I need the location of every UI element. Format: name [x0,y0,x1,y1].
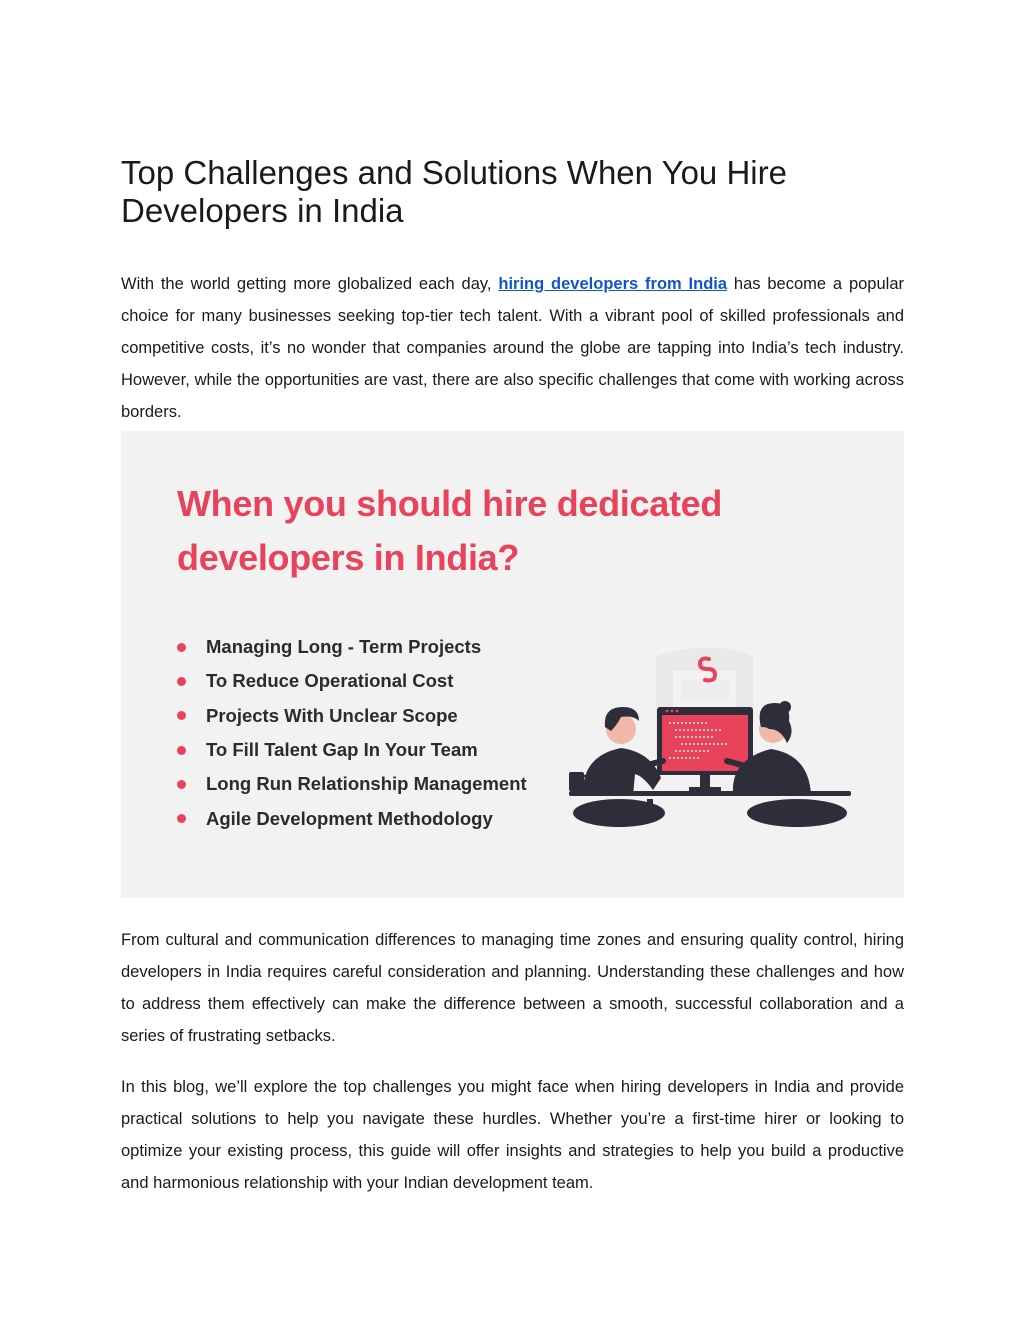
developers-at-computer-illustration [561,631,861,841]
list-item-label: Projects With Unclear Scope [206,704,458,726]
body-paragraph: In this blog, we’ll explore the top challenges you might face when hiring developers in India and provide practical solutions to help you navigate these hurdles. Whether you’re a first-time hirer or looking to optimize your existing process, this guide will offer insights and strategies to help you build a productive and harmonious relationship with your Indian development team. [121,1078,904,1192]
list-item [177,767,527,801]
bullet-dot-icon [177,746,186,755]
list-item [177,699,527,733]
bullet-dot-icon [177,814,186,823]
list-item-label: Managing Long - Term Projects [206,636,482,658]
body-paragraph: From cultural and communication differences to managing time zones and ensuring quality control, hiring developers in India requires careful consideration and planning. Understanding these challenges and how to address them effectively can make the difference between a smooth, successful collaboration and a series of frustrating setbacks. [121,931,904,1045]
banner-bullet-list [177,630,527,836]
banner-heading: When you should hire dedicated developers in India? [177,483,723,578]
list-item-label: To Reduce Operational Cost [206,670,454,692]
intro-text-before-link: With the world getting more globalized each day, [121,275,499,293]
list-item-label: Long Run Relationship Management [206,773,527,795]
developer-man-icon [573,707,665,827]
bullet-dot-icon [177,677,186,686]
list-item [177,664,527,698]
list-item-label: Agile Development Methodology [206,807,493,829]
page-title: Top Challenges and Solutions When You Hire Developers in India [121,154,787,229]
list-item [177,630,527,664]
list-item [177,733,527,767]
list-item-label: To Fill Talent Gap In Your Team [206,739,478,761]
intro-paragraph [121,268,904,428]
intro-text-after-link: has become a popular choice for many businesses seeking top-tier tech talent. With a vibrant pool of skilled professionals and competitive costs, it’s no wonder that companies around the globe are tapping into India’s tech industry. However, while the opportunities are vast, there are also specific challenges that come with working across borders. [121,275,904,421]
list-item [177,801,527,835]
bullet-dot-icon [177,711,186,720]
bullet-dot-icon [177,643,186,652]
banner-image [121,431,904,898]
hiring-developers-link[interactable]: hiring developers from India [498,275,728,293]
bullet-dot-icon [177,780,186,789]
